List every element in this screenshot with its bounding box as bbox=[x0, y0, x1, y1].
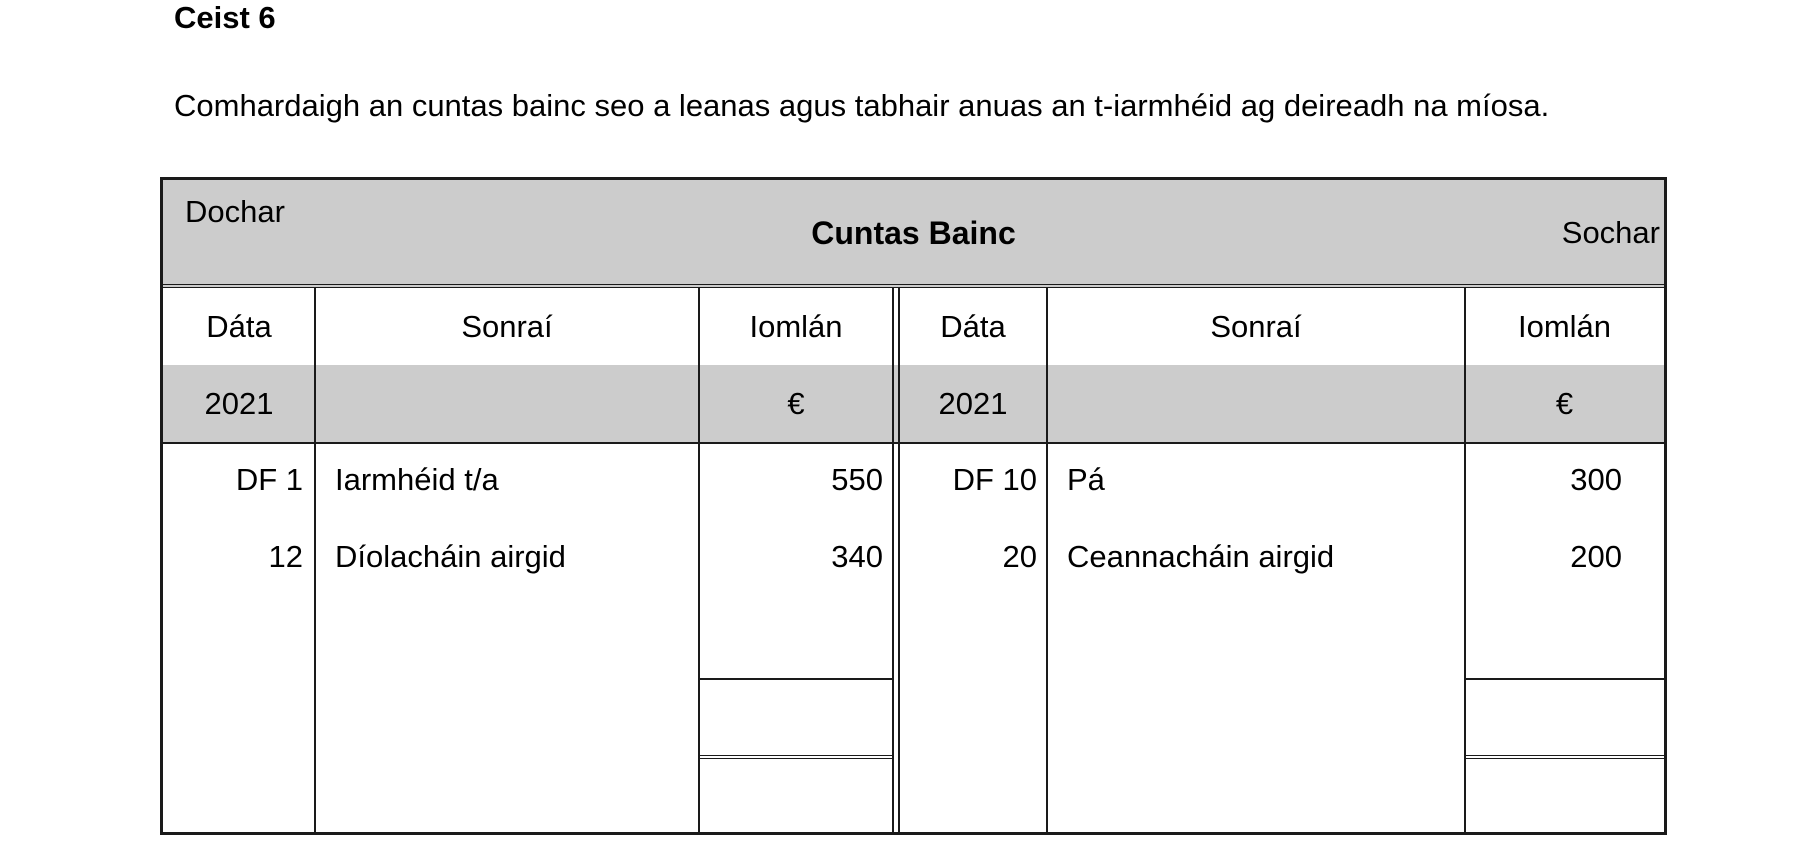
ledger-entry-row bbox=[163, 442, 1664, 518]
debit-total-double-line bbox=[699, 755, 893, 759]
debit-label: Dochar bbox=[185, 194, 285, 229]
column-divider bbox=[1464, 288, 1466, 832]
center-double-divider bbox=[892, 288, 900, 832]
credit-total-double-line bbox=[1465, 755, 1664, 759]
credit-date-header: Dáta bbox=[940, 308, 1006, 344]
debit-total-header: Iomlán bbox=[749, 308, 843, 344]
debit-entry-details: Iarmhéid t/a bbox=[335, 462, 499, 497]
debit-entry-date: 12 bbox=[268, 538, 303, 574]
credit-label: Sochar bbox=[1561, 215, 1660, 250]
credit-year: 2021 bbox=[938, 385, 1008, 421]
credit-entry-details: Ceannacháin airgid bbox=[1067, 538, 1335, 574]
column-divider bbox=[698, 288, 700, 832]
credit-entry-date: DF 10 bbox=[952, 462, 1037, 497]
debit-details-header: Sonraí bbox=[461, 308, 553, 344]
credit-entry-amount: 300 bbox=[1570, 462, 1622, 497]
debit-total-line bbox=[699, 678, 893, 680]
credit-entry-details: Pá bbox=[1067, 462, 1105, 497]
debit-year: 2021 bbox=[204, 385, 274, 421]
debit-entry-date: DF 1 bbox=[235, 462, 303, 497]
column-divider bbox=[314, 288, 316, 832]
debit-entry-details: Díolacháin airgid bbox=[335, 538, 566, 574]
ledger-title: Cuntas Bainc bbox=[811, 215, 1016, 251]
credit-currency: € bbox=[1555, 385, 1574, 421]
column-divider bbox=[1046, 288, 1048, 832]
credit-details-header: Sonraí bbox=[1210, 308, 1302, 344]
credit-total-line bbox=[1465, 678, 1664, 680]
question-instruction: Comhardaigh an cuntas bainc seo a leanas agus tabhair anuas an t-iarmhéid ag deireadh na míosa. bbox=[174, 88, 1550, 123]
credit-entry-date: 20 bbox=[1002, 538, 1037, 574]
question-title: Ceist 6 bbox=[174, 0, 276, 35]
debit-date-header: Dáta bbox=[206, 308, 272, 344]
bank-account-ledger bbox=[160, 177, 1667, 835]
ledger-entry-row bbox=[163, 518, 1664, 595]
debit-entry-amount: 340 bbox=[831, 538, 883, 574]
year-currency-row bbox=[163, 365, 1664, 444]
credit-total-header: Iomlán bbox=[1517, 308, 1612, 344]
debit-entry-amount: 550 bbox=[831, 462, 883, 497]
debit-currency: € bbox=[787, 385, 805, 421]
column-header-row bbox=[163, 288, 1664, 369]
ledger-banner bbox=[163, 180, 1664, 288]
credit-entry-amount: 200 bbox=[1570, 538, 1622, 574]
